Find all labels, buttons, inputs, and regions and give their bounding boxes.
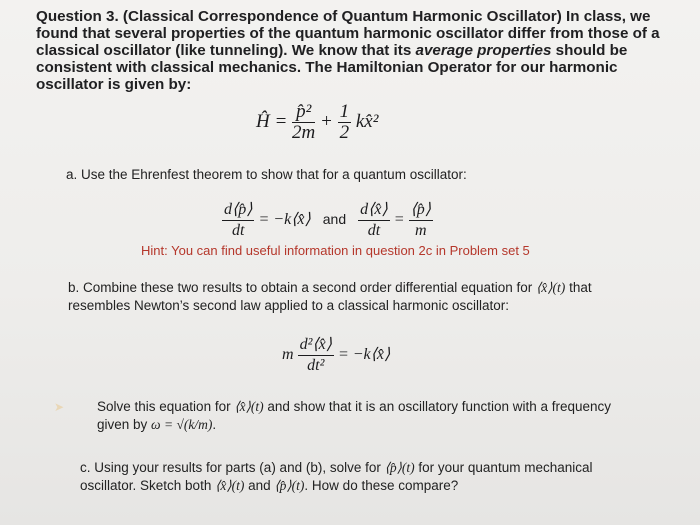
question-label: Question 3. (Classical Correspondence of Quantum Harmonic Oscillator) xyxy=(36,8,562,25)
half-numerator: 1 xyxy=(339,101,350,122)
dp-numerator: d⟨p̂⟩ xyxy=(222,200,254,221)
part-b-post: that resembles Newton’s second law applied to a classical harmonic oscillator: xyxy=(68,280,592,313)
solve-symbol: ⟨x̂⟩(t) xyxy=(234,399,264,414)
second-derivative-denominator: dt² xyxy=(307,357,325,374)
dx-dt-fraction xyxy=(358,200,390,241)
solve-mid: and show that it is an oscillatory function with a frequency given by xyxy=(97,399,612,432)
dp-dt-fraction xyxy=(222,200,254,241)
second-derivative-numerator: d²⟨x̂⟩ xyxy=(298,335,334,356)
momentum-fraction xyxy=(292,102,315,143)
part-c-symbol-x: ⟨x̂⟩(t) xyxy=(215,478,245,493)
second-derivative-fraction xyxy=(298,335,334,376)
hint-text: Hint: You can find useful information in question 2c in Problem set 5 xyxy=(141,243,530,258)
part-c-symbol-p: ⟨p̂⟩(t) xyxy=(384,460,415,475)
p-numerator: ⟨p̂⟩ xyxy=(409,200,433,221)
part-c-end: . How do these compare? xyxy=(304,478,459,493)
force-rhs: = −k⟨x̂⟩ xyxy=(258,211,311,229)
p-over-m-fraction xyxy=(409,200,433,241)
dx-denominator: dt xyxy=(367,222,381,239)
part-b-solve-text xyxy=(97,398,637,434)
question-intro-emphasis: average properties xyxy=(415,42,552,59)
momentum-numerator: p̂² xyxy=(292,102,315,123)
equals-sign: = xyxy=(393,211,405,229)
part-c-mid: for your quantum mechanical oscillator. Sketch both xyxy=(80,460,593,493)
potential-term: kx̂² xyxy=(355,110,379,132)
question-header xyxy=(36,8,676,93)
momentum-denominator: 2m xyxy=(292,122,316,143)
newton-rhs: = −k⟨x̂⟩ xyxy=(337,346,391,364)
arrow-icon: ➤ xyxy=(54,400,65,414)
mass-symbol: m xyxy=(282,346,294,364)
part-c-pre: c. Using your results for parts (a) and (b), solve for xyxy=(80,460,385,475)
newton-equation xyxy=(282,335,390,376)
part-b-pre: b. Combine these two results to obtain a second order differential equation for xyxy=(68,280,537,295)
half-fraction xyxy=(338,102,352,143)
part-b-text xyxy=(68,279,628,315)
ehrenfest-equations xyxy=(222,200,433,241)
part-b-symbol: ⟨x̂⟩(t) xyxy=(536,280,566,295)
part-a-text: a. Use the Ehrenfest theorem to show that for a quantum oscillator: xyxy=(66,167,467,182)
and-word: and xyxy=(322,211,347,228)
solve-pre: Solve this equation for xyxy=(97,399,235,414)
dp-denominator: dt xyxy=(232,222,245,239)
plus-sign: + xyxy=(320,110,333,132)
hamiltonian-equation xyxy=(256,102,378,143)
half-denominator: 2 xyxy=(339,122,350,143)
question-intro-a: In class, we found that several properties of the quantum harmonic oscillator differ from those of a classical oscillator (like tunneling). We know that its xyxy=(36,8,660,59)
hamiltonian-lhs: Ĥ = xyxy=(256,110,288,132)
solve-end: . xyxy=(212,417,217,432)
omega-expression: ω = √(k/m) xyxy=(151,417,213,432)
part-c-text xyxy=(80,459,640,495)
dx-numerator: d⟨x̂⟩ xyxy=(358,200,390,221)
question-intro-b: should be consistent with classical mechanics. The Hamiltonian Operator for our harmonic oscillator is given by: xyxy=(36,42,628,93)
part-c-and: and xyxy=(244,478,275,493)
m-denominator: m xyxy=(414,222,427,239)
part-c-symbol-p2: ⟨p̂⟩(t) xyxy=(274,478,305,493)
